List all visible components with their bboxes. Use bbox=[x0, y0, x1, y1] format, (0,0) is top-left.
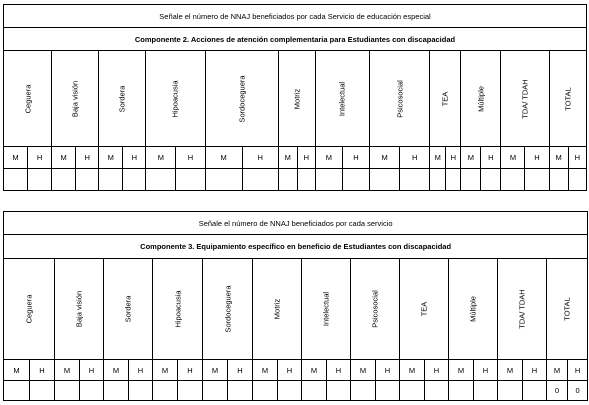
category-header-baja-vision bbox=[55, 259, 104, 360]
sex-label-h: H bbox=[228, 360, 253, 381]
sex-label-h: H bbox=[342, 147, 369, 169]
sex-label-h: H bbox=[400, 147, 430, 169]
category-label: Múltiple bbox=[468, 296, 478, 322]
category-label: Intelectual bbox=[321, 291, 331, 327]
value-cell[interactable] bbox=[99, 169, 123, 191]
value-cell[interactable] bbox=[474, 381, 498, 401]
value-cell[interactable] bbox=[30, 381, 55, 401]
category-label: Intelectual bbox=[337, 81, 347, 116]
sex-label-m: M bbox=[498, 360, 523, 381]
sex-label-m: M bbox=[205, 147, 242, 169]
sex-label-m: M bbox=[430, 147, 446, 169]
value-cell[interactable] bbox=[278, 381, 302, 401]
sex-label-m: M bbox=[203, 360, 228, 381]
sex-label-m: M bbox=[547, 360, 568, 381]
sex-label-m: M bbox=[400, 360, 425, 381]
sex-label-h: H bbox=[568, 147, 586, 169]
value-cell[interactable] bbox=[376, 381, 400, 401]
sex-label-h: H bbox=[80, 360, 104, 381]
category-header-hipoacusia bbox=[146, 51, 205, 147]
category-header-tda-tdah bbox=[498, 259, 547, 360]
value-cell[interactable] bbox=[568, 169, 586, 191]
category-header-sordera bbox=[99, 51, 146, 147]
sex-label-h: H bbox=[474, 360, 498, 381]
value-cell[interactable] bbox=[205, 169, 242, 191]
category-header-psicosocial bbox=[370, 51, 430, 147]
value-cell[interactable] bbox=[400, 381, 425, 401]
sex-label-h: H bbox=[176, 147, 205, 169]
sex-label-h: H bbox=[30, 360, 55, 381]
category-label: TOTAL bbox=[563, 86, 573, 111]
value-cell[interactable] bbox=[501, 169, 525, 191]
value-cell[interactable] bbox=[297, 169, 315, 191]
category-label: Hipoacusia bbox=[170, 79, 180, 118]
sex-label-m: M bbox=[449, 360, 474, 381]
category-label: Sordoceguera bbox=[223, 285, 232, 333]
form-componente-3 bbox=[3, 211, 588, 401]
value-cell[interactable] bbox=[315, 169, 342, 191]
sex-label-m: M bbox=[501, 147, 525, 169]
sex-label-m: M bbox=[104, 360, 129, 381]
value-cell[interactable] bbox=[342, 169, 369, 191]
value-row bbox=[4, 381, 588, 401]
sex-label-m: M bbox=[351, 360, 376, 381]
value-cell[interactable] bbox=[104, 381, 129, 401]
category-label: Ceguera bbox=[24, 294, 34, 324]
sex-label-m: M bbox=[153, 360, 178, 381]
category-label: Psicosocial bbox=[395, 79, 405, 118]
category-header-ceguera bbox=[4, 51, 52, 147]
value-cell[interactable] bbox=[449, 381, 474, 401]
value-cell[interactable] bbox=[228, 381, 253, 401]
value-cell[interactable] bbox=[327, 381, 351, 401]
category-header-psicosocial bbox=[351, 259, 400, 360]
category-header-sordera bbox=[104, 259, 153, 360]
category-label: TEA bbox=[440, 91, 450, 106]
category-label: Múltiple bbox=[476, 85, 486, 112]
sex-label-h: H bbox=[525, 147, 549, 169]
sex-label-h: H bbox=[425, 360, 449, 381]
value-row bbox=[4, 169, 587, 191]
category-header-baja-vision bbox=[52, 51, 99, 147]
sex-label-m: M bbox=[370, 147, 400, 169]
value-cell[interactable] bbox=[523, 381, 547, 401]
value-cell[interactable] bbox=[55, 381, 80, 401]
table-componente-3 bbox=[3, 211, 588, 401]
sex-label-h: H bbox=[242, 147, 278, 169]
category-header-intelectual bbox=[302, 259, 351, 360]
table-title: Señale el número de NNAJ beneficiados por cada servicio bbox=[4, 212, 588, 235]
value-cell[interactable] bbox=[178, 381, 203, 401]
sex-label-m: M bbox=[146, 147, 176, 169]
category-label: TDA/ TDAH bbox=[517, 289, 527, 329]
sex-label-m: M bbox=[302, 360, 327, 381]
sex-label-h: H bbox=[376, 360, 400, 381]
category-header-ceguera bbox=[4, 259, 55, 360]
value-cell[interactable] bbox=[52, 169, 76, 191]
category-header-intelectual bbox=[315, 51, 369, 147]
value-cell[interactable] bbox=[242, 169, 278, 191]
value-cell[interactable] bbox=[425, 381, 449, 401]
category-header-motriz bbox=[278, 51, 315, 147]
value-cell[interactable] bbox=[370, 169, 400, 191]
value-cell[interactable] bbox=[4, 169, 28, 191]
value-cell[interactable] bbox=[351, 381, 376, 401]
sex-label-m: M bbox=[315, 147, 342, 169]
category-label: Motriz bbox=[272, 298, 282, 320]
value-cell[interactable] bbox=[129, 381, 153, 401]
value-cell[interactable] bbox=[278, 169, 297, 191]
form-componente-2 bbox=[3, 4, 587, 191]
value-cell[interactable] bbox=[525, 169, 549, 191]
value-cell[interactable] bbox=[203, 381, 228, 401]
category-header-hipoacusia bbox=[153, 259, 203, 360]
sex-label-h: H bbox=[123, 147, 146, 169]
sex-label-h: H bbox=[327, 360, 351, 381]
total-m-value[interactable]: 0 bbox=[547, 381, 568, 401]
sex-label-m: M bbox=[4, 147, 28, 169]
category-header-total bbox=[547, 259, 588, 360]
category-header-motriz bbox=[253, 259, 302, 360]
table-componente-2 bbox=[3, 4, 587, 191]
category-header-tea bbox=[400, 259, 449, 360]
sex-label-m: M bbox=[55, 360, 80, 381]
category-label: TEA bbox=[419, 301, 429, 317]
value-cell[interactable] bbox=[80, 381, 104, 401]
sex-label-h: H bbox=[76, 147, 99, 169]
category-header-total bbox=[549, 51, 586, 147]
table-subtitle: Componente 2. Acciones de atención complementaria para Estudiantes con discapacidad bbox=[4, 28, 587, 51]
category-label: TOTAL bbox=[562, 297, 572, 321]
category-header-sordoceguera bbox=[205, 51, 278, 147]
value-cell[interactable] bbox=[461, 169, 481, 191]
sex-label-h: H bbox=[481, 147, 501, 169]
value-cell[interactable] bbox=[446, 169, 461, 191]
value-cell[interactable] bbox=[253, 381, 278, 401]
category-label: Ceguera bbox=[23, 84, 33, 113]
total-h-value[interactable]: 0 bbox=[568, 381, 588, 401]
value-cell[interactable] bbox=[146, 169, 176, 191]
category-label: Hipoacusia bbox=[173, 290, 182, 328]
table-title: Señale el número de NNAJ beneficiados por cada Servicio de educación especial bbox=[4, 5, 587, 28]
sex-label-h: H bbox=[178, 360, 203, 381]
category-label: Sordera bbox=[123, 295, 133, 323]
value-cell[interactable] bbox=[549, 169, 568, 191]
value-cell[interactable] bbox=[302, 381, 327, 401]
value-cell[interactable] bbox=[4, 381, 30, 401]
sex-label-m: M bbox=[278, 147, 297, 169]
value-cell[interactable] bbox=[400, 169, 430, 191]
sex-header-row bbox=[4, 147, 587, 169]
category-header-multiple bbox=[449, 259, 498, 360]
table-subtitle: Componente 3. Equipamiento específico en beneficio de Estudiantes con discapacidad bbox=[4, 235, 588, 259]
value-cell[interactable] bbox=[498, 381, 523, 401]
value-cell[interactable] bbox=[430, 169, 446, 191]
sex-label-h: H bbox=[129, 360, 153, 381]
category-label: Psicosocial bbox=[370, 290, 380, 328]
category-header-sordoceguera bbox=[203, 259, 253, 360]
value-cell[interactable] bbox=[28, 169, 52, 191]
value-cell[interactable] bbox=[123, 169, 146, 191]
sex-label-h: H bbox=[28, 147, 52, 169]
sex-label-m: M bbox=[4, 360, 30, 381]
sex-label-h: H bbox=[568, 360, 588, 381]
sex-label-h: H bbox=[523, 360, 547, 381]
sex-label-h: H bbox=[278, 360, 302, 381]
sex-label-m: M bbox=[99, 147, 123, 169]
sex-label-m: M bbox=[461, 147, 481, 169]
category-header-tda-tdah bbox=[501, 51, 549, 147]
value-cell[interactable] bbox=[153, 381, 178, 401]
value-cell[interactable] bbox=[176, 169, 205, 191]
sex-label-m: M bbox=[52, 147, 76, 169]
sex-label-h: H bbox=[297, 147, 315, 169]
category-label: TDA/ TDAH bbox=[520, 78, 530, 119]
sex-label-m: M bbox=[253, 360, 278, 381]
sex-header-row bbox=[4, 360, 588, 381]
category-label: Sordera bbox=[117, 85, 127, 112]
sex-label-h: H bbox=[446, 147, 461, 169]
category-label: Baja visión bbox=[74, 290, 84, 328]
category-label: Sordoceguera bbox=[237, 74, 247, 123]
category-label: Motriz bbox=[292, 88, 302, 109]
category-header-tea bbox=[430, 51, 461, 147]
value-cell[interactable] bbox=[76, 169, 99, 191]
category-label: Baja visión bbox=[70, 80, 80, 117]
sex-label-m: M bbox=[549, 147, 568, 169]
category-header-multiple bbox=[461, 51, 501, 147]
value-cell[interactable] bbox=[481, 169, 501, 191]
